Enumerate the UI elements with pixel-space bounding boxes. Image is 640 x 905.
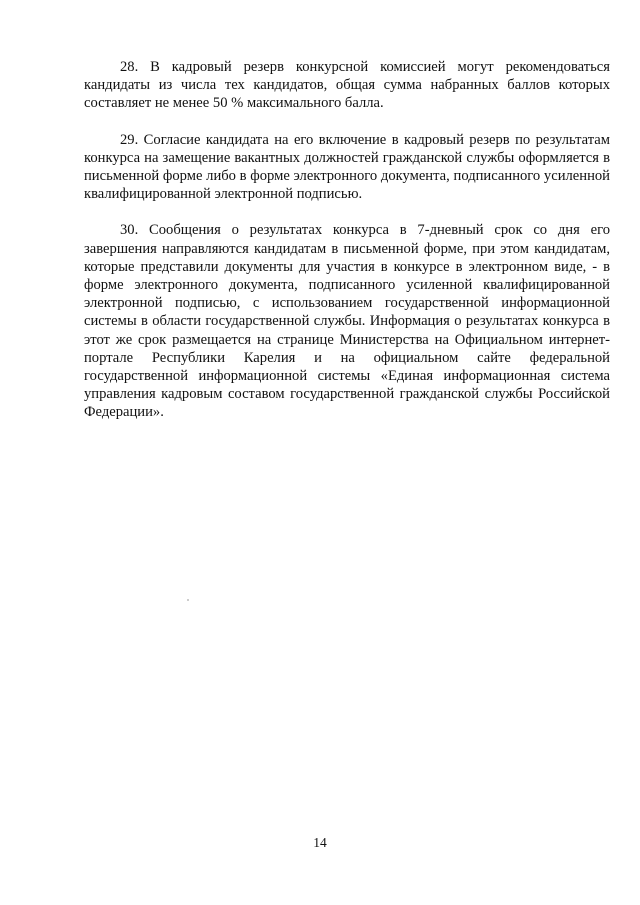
document-body <box>84 58 610 440</box>
paragraph-29: 29. Согласие кандидата на его включение в кадровый резерв по результатам конкурса на замещение вакантных должностей гражданской службы оформляется в письменной форме либо в форме электронного документа, подписанного усиленной квалифицированной электронной подписью. <box>84 131 610 203</box>
paragraph-30: 30. Сообщения о результатах конкурса в 7-дневный срок со дня его завершения направляются кандидатам в письменной форме, при этом кандидатам, которые представили документы для участия в конкурсе в электронном виде, - в форме электронного документа, подписанного усиленной квалифицированной электронной подписью, с использованием государственной информационной системы в области государственной службы. Информация о результатах конкурса в этот же срок размещается на странице Министерства на Официальном интернет-портале Республики Карелия и на официальном сайте федеральной государственной информационной системы «Единая информационная система управления кадровым составом государственной гражданской службы Российской Федерации». <box>84 222 610 421</box>
paragraph-28: 28. В кадровый резерв конкурсной комиссией могут рекомендоваться кандидаты из числа тех кандидатов, общая сумма набранных баллов которых составляет не менее 50 % максимального балла. <box>84 59 610 112</box>
scan-speck <box>187 599 189 601</box>
page-number: 14 <box>313 835 327 850</box>
